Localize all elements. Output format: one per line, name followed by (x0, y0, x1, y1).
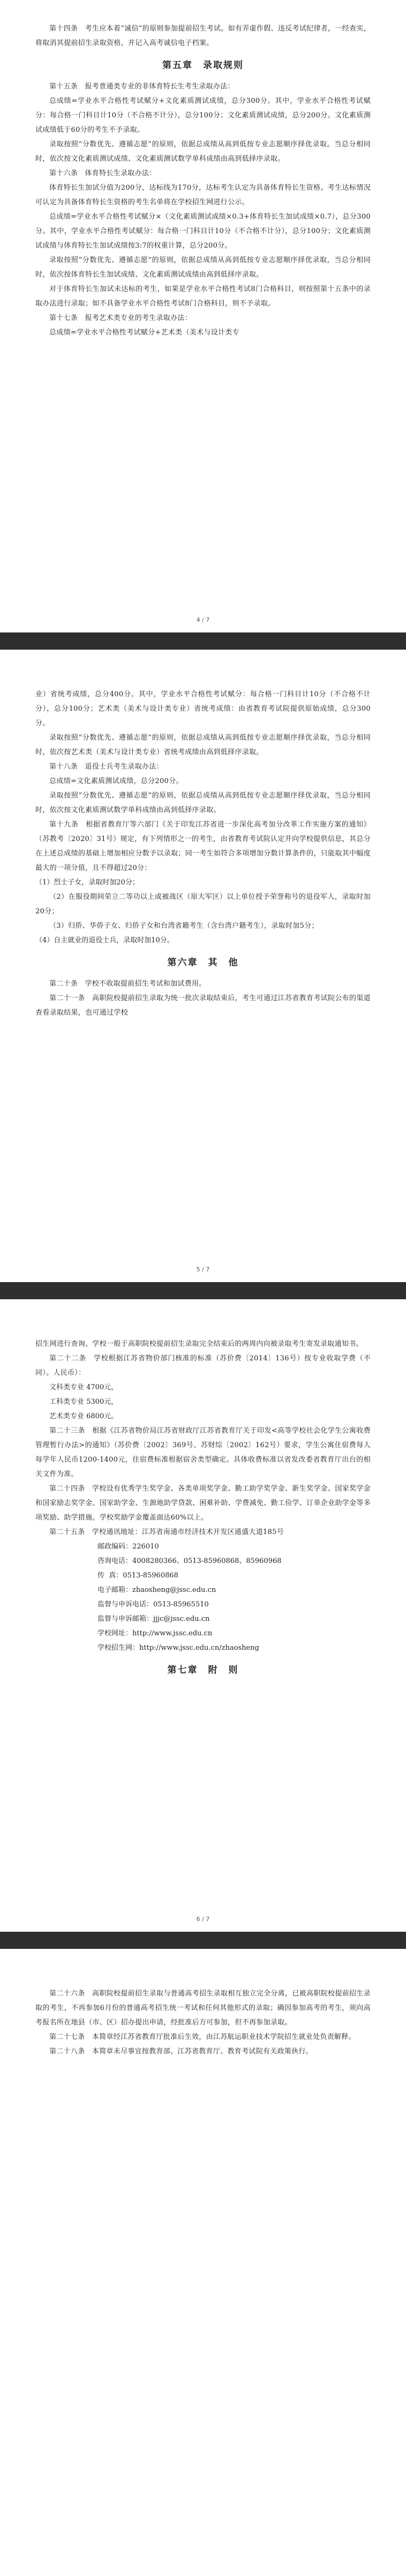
paragraph: 第二十六条 高职院校提前招生录取与普通高考招生录取相互独立完全分离，已被高职院校提前招生录取的考生，不再参加6月份的普通高考招生统一考试和任何其他形式的录取；确因参加高考的考生，须向高考报名所在地县（市、区）招办提出申请，经批准后方可参加，但不再参加录取。 (35, 1990, 371, 2027)
paragraph: 招生网进行查询。学校一般于高职院校提前招生录取完全结束后的两周内向被录取考生寄发录取通知书。 (35, 1340, 363, 1348)
list-item: （1）烈士子女，录取时加20分； (35, 878, 139, 887)
page-number: 5 / 7 (196, 1266, 210, 1273)
list-item: 文科类专业 4700元， (35, 1383, 118, 1391)
contact-line: 学校网址：http://www.jssc.edu.cn (97, 1629, 213, 1637)
contact-line: 监督与申诉邮箱：jjjc@jssc.edu.cn (97, 1615, 210, 1623)
paragraph: 总成绩=学业水平合格性考试赋分+艺术类（美术与设计类专 (49, 329, 239, 337)
list-item: 工科类专业 5300元， (35, 1398, 118, 1406)
paragraph: 总成绩=文化素质测试成绩，总分200分。 (49, 777, 183, 785)
paragraph: 第十六条 体育特长生录取办法： (49, 169, 156, 177)
paragraph: 第二十三条 根据《江苏省物价局江苏省财政厅江苏省教育厅关于印发<高等学校社会化学生公寓收费管理暂行办法>的通知》（苏价费〔2002〕369号、苏财综〔2002〕162号）要求，学生公寓住宿费每人每学年人民币1200-1400元，住宿费标准根据宿舍类型确定。具体收费标准以省发改委省教育厅出台的相关文件为准。 (35, 1427, 371, 1478)
contact-line: 学校招生网：http://www.jssc.edu.cn/zhaosheng (97, 1644, 259, 1652)
paragraph: 第二十条 学校不收取提前招生考试和加试费用。 (49, 980, 206, 988)
document-page (0, 1949, 406, 2576)
paragraph: 总成绩=学业水平合格性考试赋分×（文化素质测试成绩×0.3+体育特长生加试成绩×0.7），总分300分。其中，学业水平合格性考试赋分：每合格一门科目计10分（不合格不计分），总分100分；文化素质测试成绩与体育特长生加试成绩按3:7的权重计算，总分200分。 (35, 213, 371, 250)
paragraph: 第二十四条 学校设有优秀学生奖学金、各类单项奖学金、勤工助学奖学金、新生奖学金、国家奖学金和国家励志奖学金、国家助学金、生源地助学贷款、困难补助、学费减免、勤工俭学、订单企业助学金等多项奖励、助学措施。学校奖励学金覆盖面达60%以上。 (35, 1485, 371, 1522)
document-page (0, 1299, 406, 1932)
paragraph: 录取按照“分数优先、遵循志愿”的原则，依据总成绩从高到低按专业志愿顺序择优录取，当总分相同时，依次按艺术类（美术与设计类专业）省统考成绩由高到低择序录取。 (35, 734, 371, 756)
list-item: 艺术类专业 6800元。 (35, 1412, 118, 1420)
paragraph: 第二十八条 本简章未尽事宜按教育部、江苏省教育厅、教育考试院有关政策执行。 (49, 2048, 313, 2056)
paragraph: （3）归侨、华侨子女、归侨子女和台湾省籍考生（含台湾户籍考生），录取时加5分； (49, 922, 319, 930)
document-page (0, 650, 406, 1282)
list-item: （4）自主就业的退役士兵，录取时加10分。 (35, 936, 174, 944)
contact-line: 传 真：0513-85960868 (97, 1572, 178, 1580)
paragraph: 第十八条 退役士兵考生录取办法： (49, 763, 163, 771)
paragraph: 第二十二条 学校根据江苏省物价部门核准的标准（苏价费〔2014〕136号）按专业收取学费（不同）。人民币）： (35, 1354, 371, 1377)
paragraph: 第二十五条 学校通讯地址：江苏省南通市经济技术开发区通盛大道185号 (49, 1528, 284, 1536)
page-number: 6 / 7 (196, 1916, 210, 1923)
chapter-heading: 第六章 其 他 (167, 957, 239, 968)
chapter-heading: 第七章 附 则 (167, 1665, 239, 1676)
paragraph: 录取按照“分数优先、遵循志愿”的原则，依据总成绩从高到低按专业志愿顺序择优录取，当总分相同时，依次按体育特长生加试成绩、文化素质测试成绩由高到低择序录取。 (35, 256, 371, 279)
contact-line: 电子邮箱：zhaosheng@jssc.edu.cn (97, 1586, 216, 1594)
contact-info (35, 1539, 371, 1655)
contact-line: 咨询电话：4008280366、0513-85960868、85960968 (97, 1557, 282, 1565)
paragraph: 录取按照“分数优先、遵循志愿”的原则，依据总成绩从高到低按专业志愿顺序择优录取。当总分相同时，依次按文化素质测试成绩、文化素质测试数学单科成绩由高到低择序录取。 (35, 140, 371, 163)
paragraph: （2）在服役期间荣立二等功以上或被战区（原大军区）以上单位授予荣誉称号的退役军人，录取时加20分； (35, 893, 371, 915)
paragraph: 第二十一条 高职院校提前招生录取为统一批次录取结束后，考生可通过江苏省教育考试院公布的渠道查看录取结果，也可通过学校 (35, 994, 371, 1017)
paragraph: 第二十七条 本简章经江苏省教育厅批准后生效，由江苏航运职业技术学院招生就业处负责解释。 (49, 2033, 356, 2041)
paragraph: 体育特长生加试分值为200分，达标线为170分，达标考生认定为具备体育特长生资格。考生达标情况可认定为具备体育特长生资格的考生名单将在学校招生网进行公示。 (35, 184, 371, 206)
paragraph: 第十四条 考生应本着“诚信”的原则参加提前招生考试。如有弄虚作假、违反考试纪律者，一经查实，将取消其提前招生录取资格，并记入高考诚信电子档案。 (35, 25, 371, 47)
contact-line: 监督与申诉电话：0513-85965510 (97, 1600, 209, 1609)
paragraph: 第十九条 根据省教育厅等六部门《关于印发江苏省进一步深化高考加分改革工作实施方案的通知》（苏教考〔2020〕31号）规定，有下列情形之一的考生，由省教育考试院认定并向学校提供信息，其总分在上述总成绩的基础上增加相应分数予以录取；同一考生如符合多项增加分数计算条件的，只能取其中幅度最大的一项分值，且不得超过20分： (35, 821, 371, 872)
paragraph: 第十七条 报考艺术类专业的考生录取办法： (49, 314, 192, 322)
paragraph: 总成绩=学业水平合格性考试赋分+文化素质测试成绩，总分300分。其中，学业水平合格性考试赋分：每合格一门科目计10分（不合格不计分），总分100分；文化素质测试成绩，总分200分。文化素质测试成绩低于60分的考生不予录取。 (35, 97, 371, 134)
paragraph: 业）省统考成绩，总分400分。其中，学业水平合格性考试赋分：每合格一门科目计10分（不合格不计分），总分100分；艺术类（美术与设计类专业）省统考成绩：由省教育考试院提供原始成绩，总分300分。 (35, 690, 371, 727)
paragraph: 对于体育特长生加试未达标的考生，如果是学业水平合格性考试8门合格科目，则按照第十五条中的录取办法进行录取；如不具备学业水平合格性考试8门合格科目，则不予录取。 (35, 285, 371, 308)
page-number: 4 / 7 (196, 616, 210, 623)
paragraph: 录取按照“分数优先、遵循志愿”的原则，依据总成绩从高到低按专业志愿顺序择优录取，当总分相同时，依次按文化素质测试数学单科成绩由高到低择序录取。 (35, 792, 371, 814)
paragraph: 第十五条 报考普通类专业的非体育特长生考生录取办法： (49, 83, 235, 91)
document-page (0, 0, 406, 632)
chapter-heading: 第五章 录取规则 (162, 60, 244, 71)
contact-line: 邮政编码：226010 (97, 1543, 159, 1551)
